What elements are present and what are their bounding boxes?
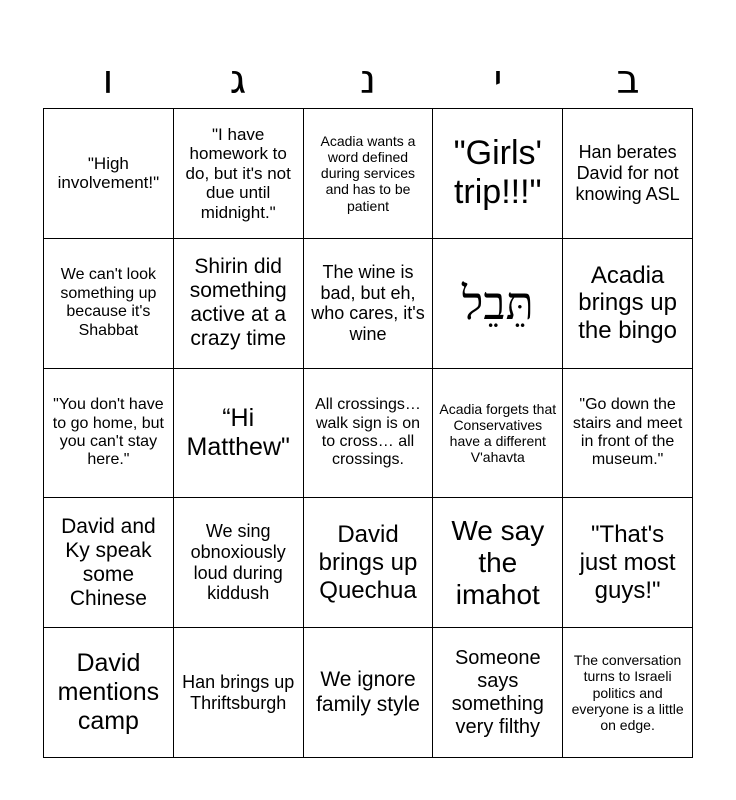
bingo-cell[interactable]: Han brings up Thriftsburgh bbox=[174, 628, 304, 758]
bingo-cell[interactable]: We sing obnoxiously loud during kiddush bbox=[174, 498, 304, 628]
header-letter-yod: י bbox=[493, 57, 503, 103]
bingo-cell[interactable]: Acadia forgets that Conservatives have a different V'ahavta bbox=[433, 369, 563, 499]
bingo-cell[interactable]: Han berates David for not knowing ASL bbox=[563, 109, 693, 239]
bingo-cell[interactable]: Acadia wants a word defined during services and has to be patient bbox=[304, 109, 434, 239]
bingo-cell[interactable]: David mentions camp bbox=[44, 628, 174, 758]
bingo-cell[interactable]: "Girls' trip!!!" bbox=[433, 109, 563, 239]
bingo-cell[interactable]: We ignore family style bbox=[304, 628, 434, 758]
header-letter-nun: נ bbox=[359, 57, 376, 103]
bingo-cell[interactable]: We can't look something up because it's Shabbat bbox=[44, 239, 174, 369]
bingo-cell[interactable]: The wine is bad, but eh, who cares, it's wine bbox=[304, 239, 434, 369]
header-letter-vav: ו bbox=[102, 57, 114, 103]
bingo-cell[interactable]: "High involvement!" bbox=[44, 109, 174, 239]
bingo-cell[interactable]: "That's just most guys!" bbox=[563, 498, 693, 628]
bingo-cell[interactable]: David brings up Quechua bbox=[304, 498, 434, 628]
bingo-cell[interactable]: David and Ky speak some Chinese bbox=[44, 498, 174, 628]
header-letter-gimel: ג bbox=[229, 57, 247, 103]
bingo-cell[interactable]: All crossings… walk sign is on to cross… all crossings. bbox=[304, 369, 434, 499]
bingo-cell[interactable]: "I have homework to do, but it's not due until midnight." bbox=[174, 109, 304, 239]
bingo-grid bbox=[43, 108, 693, 758]
bingo-header bbox=[43, 52, 693, 108]
bingo-cell[interactable]: “Hi Matthew" bbox=[174, 369, 304, 499]
bingo-cell[interactable]: "You don't have to go home, but you can't stay here." bbox=[44, 369, 174, 499]
bingo-cell[interactable]: Someone says something very filthy bbox=[433, 628, 563, 758]
bingo-cell[interactable]: We say the imahot bbox=[433, 498, 563, 628]
bingo-cell[interactable]: "Go down the stairs and meet in front of the museum." bbox=[563, 369, 693, 499]
bingo-cell[interactable]: Shirin did something active at a crazy time bbox=[174, 239, 304, 369]
header-letter-bet: ב bbox=[616, 57, 640, 103]
bingo-cell[interactable]: Acadia brings up the bingo bbox=[563, 239, 693, 369]
bingo-cell-free[interactable]: תֵּבֵל bbox=[433, 239, 563, 369]
bingo-cell[interactable]: The conversation turns to Israeli politics and everyone is a little on edge. bbox=[563, 628, 693, 758]
